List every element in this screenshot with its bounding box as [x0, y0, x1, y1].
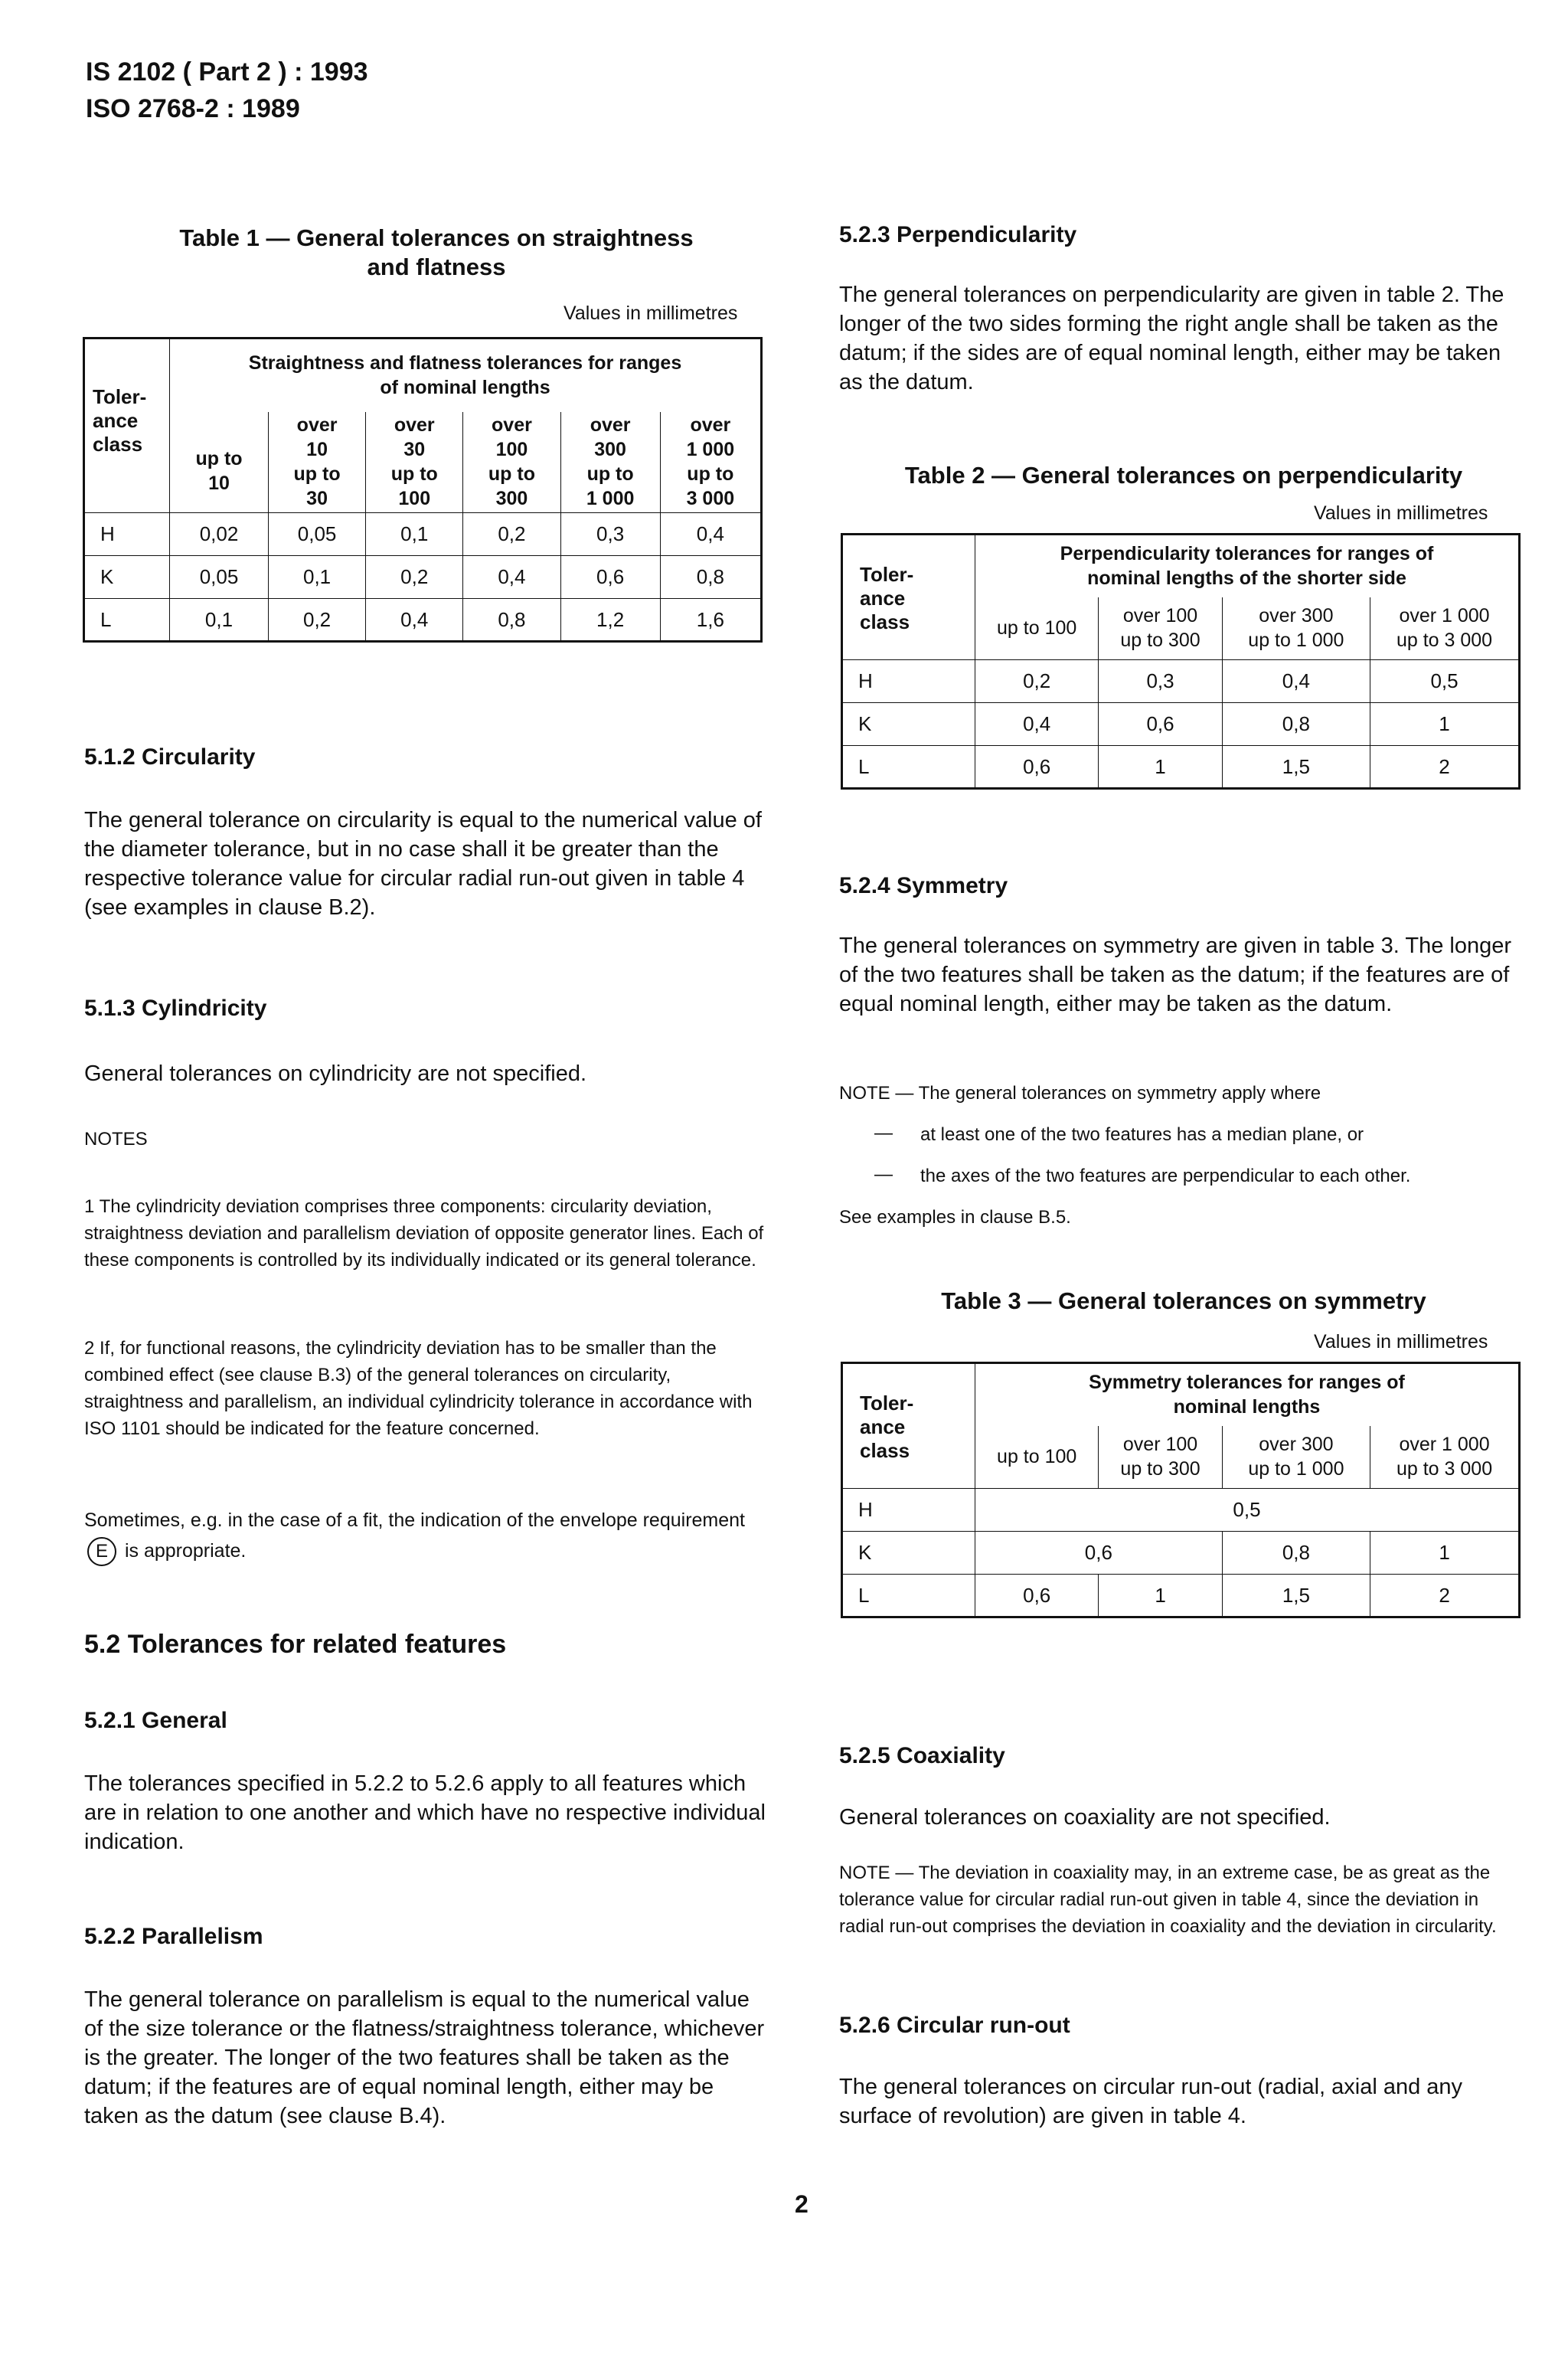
bullet-dash: —	[874, 1123, 893, 1143]
section-5-1-3-heading: 5.1.3 Cylindricity	[84, 996, 267, 1021]
section-5-2-2-heading: 5.2.2 Parallelism	[84, 1924, 263, 1949]
table3-row: L 0,6 1 1,5 2	[842, 1575, 1520, 1617]
section-5-2-3-heading: 5.2.3 Perpendicularity	[839, 222, 1077, 247]
bullet-dash: —	[874, 1164, 893, 1185]
table2-class-header: Toler- ance class	[842, 535, 975, 660]
header-standard-is: IS 2102 ( Part 2 ) : 1993	[86, 57, 368, 87]
section-5-2-6-heading: 5.2.6 Circular run-out	[839, 2013, 1070, 2038]
table1	[83, 337, 763, 643]
page-number: 2	[795, 2190, 808, 2218]
table1-row: L 0,1 0,2 0,4 0,8 1,2 1,6	[84, 599, 762, 642]
coaxiality-note: NOTE — The deviation in coaxiality may, in an extreme case, be as great as the tolerance value for circular radial run-out given in table 4, since the deviation in radial run-out comprises the deviation in coaxiality and the deviation in circularity.	[839, 1863, 1497, 1937]
table3-range: over 1 000 up to 3 000	[1370, 1426, 1520, 1489]
table3-range: over 300 up to 1 000	[1222, 1426, 1370, 1489]
symmetry-note: NOTE — The general tolerances on symmetry apply where	[839, 1083, 1321, 1104]
section-5-2-2-body: The general tolerance on parallelism is equal to the numerical value of the size tolerance or the flatness/straightness tolerance, whichever is the greater. The longer of the two features shall be taken as the datum; if the features are of equal nominal length, either may be taken as the datum (see clause B.4).	[84, 1987, 765, 2128]
table1-row: K 0,05 0,1 0,2 0,4 0,6 0,8	[84, 556, 762, 599]
table3-units: Values in millimetres	[1314, 1331, 1488, 1352]
table2-row: L 0,6 1 1,5 2	[842, 746, 1520, 789]
table2-range: up to 100	[975, 597, 1099, 660]
table2-caption: Table 2 — General tolerances on perpendicularity	[904, 462, 1463, 489]
document-header	[86, 54, 368, 127]
table3	[841, 1362, 1521, 1618]
table1-row: H 0,02 0,05 0,1 0,2 0,3 0,4	[84, 513, 762, 556]
envelope-requirement-text: Sometimes, e.g. in the case of a fit, the indication of the envelope requirement E is appropriate.	[84, 1505, 773, 1566]
table2-row: K 0,4 0,6 0,8 1	[842, 703, 1520, 746]
table2-range: over 300 up to 1 000	[1222, 597, 1370, 660]
table3-range: up to 100	[975, 1426, 1099, 1489]
table1-range: over 1 000 up to 3 000	[660, 412, 761, 513]
table3-caption: Table 3 — General tolerances on symmetry	[941, 1287, 1426, 1314]
table3-group-header: Symmetry tolerances for ranges of nominal lengths	[975, 1363, 1520, 1426]
table2	[841, 533, 1521, 790]
cylindricity-note-1: 1 The cylindricity deviation comprises three components: circularity deviation, straightness deviation and parallelism deviation of opposite generator lines. Each of these components is controlled by its individually indicated or its general tolerance.	[84, 1196, 764, 1271]
section-5-1-2-body: The general tolerance on circularity is equal to the numerical value of the diameter tolerance, but in no case shall it be greater than the respective tolerance value for circular radial run-out given in table 4 (see examples in clause B.2).	[84, 808, 762, 920]
table1-range: over 10 up to 30	[269, 412, 366, 513]
section-5-1-2-heading: 5.1.2 Circularity	[84, 744, 256, 770]
table3-row: H 0,5	[842, 1489, 1520, 1532]
section-5-2-5-heading: 5.2.5 Coaxiality	[839, 1743, 1005, 1768]
section-5-2-1-heading: 5.2.1 General	[84, 1708, 227, 1733]
table3-range: over 100 up to 300	[1099, 1426, 1222, 1489]
table1-group-header: Straightness and flatness tolerances for ranges of nominal lengths	[170, 339, 762, 412]
symmetry-bullet-1: at least one of the two features has a median plane, or	[920, 1124, 1364, 1145]
notes-label: NOTES	[84, 1129, 148, 1150]
header-standard-iso: ISO 2768-2 : 1989	[86, 94, 300, 123]
section-5-2-6-body: The general tolerances on circular run-out (radial, axial and any surface of revolution) are given in table 4.	[839, 2075, 1463, 2128]
table2-units: Values in millimetres	[1314, 502, 1488, 524]
section-5-2-5-body: General tolerances on coaxiality are not specified.	[839, 1805, 1331, 1830]
table2-range: over 100 up to 300	[1099, 597, 1222, 660]
table1-caption: Table 1 — General tolerances on straightness and flatness	[179, 224, 694, 280]
table1-class-header: Toler- ance class	[84, 339, 170, 513]
cylindricity-note-2: 2 If, for functional reasons, the cylindricity deviation has to be smaller than the combined effect (see clause B.3) of the general tolerances on circularity, straightness and parallelism, an individual cylindricity tolerance in accordance with ISO 1101 should be indicated for the feature concerned.	[84, 1338, 753, 1439]
section-5-2-3-body: The general tolerances on perpendicularity are given in table 2. The longer of the two sides forming the right angle shall be taken as the datum; if the sides are of equal nominal length, either may be taken as the datum.	[839, 283, 1504, 394]
table1-range: over 100 up to 300	[463, 412, 560, 513]
symmetry-bullet-2: the axes of the two features are perpendicular to each other.	[920, 1166, 1411, 1186]
section-5-2-1-body: The tolerances specified in 5.2.2 to 5.2.6 apply to all features which are in relation to one another and which have no respective individual indication.	[84, 1771, 766, 1854]
table1-range: over 300 up to 1 000	[560, 412, 660, 513]
section-5-2-4-heading: 5.2.4 Symmetry	[839, 873, 1008, 898]
envelope-symbol: E	[87, 1537, 116, 1566]
section-5-2-heading: 5.2 Tolerances for related features	[84, 1630, 507, 1659]
symmetry-see-examples: See examples in clause B.5.	[839, 1207, 1071, 1228]
table3-class-header: Toler- ance class	[842, 1363, 975, 1489]
table1-range-header	[84, 412, 762, 513]
table1-range: up to 10	[170, 412, 269, 513]
section-5-1-3-body: General tolerances on cylindricity are not specified.	[84, 1061, 587, 1086]
table1-range: over 30 up to 100	[366, 412, 463, 513]
table3-row: K 0,6 0,8 1	[842, 1532, 1520, 1575]
table2-group-header: Perpendicularity tolerances for ranges of nominal lengths of the shorter side	[975, 535, 1520, 597]
section-5-2-4-body: The general tolerances on symmetry are given in table 3. The longer of the two features shall be taken as the datum; if the features are of equal nominal length, either may be taken as the datum.	[839, 934, 1512, 1016]
table2-row: H 0,2 0,3 0,4 0,5	[842, 660, 1520, 703]
table1-units: Values in millimetres	[564, 303, 738, 324]
table2-range: over 1 000 up to 3 000	[1370, 597, 1520, 660]
